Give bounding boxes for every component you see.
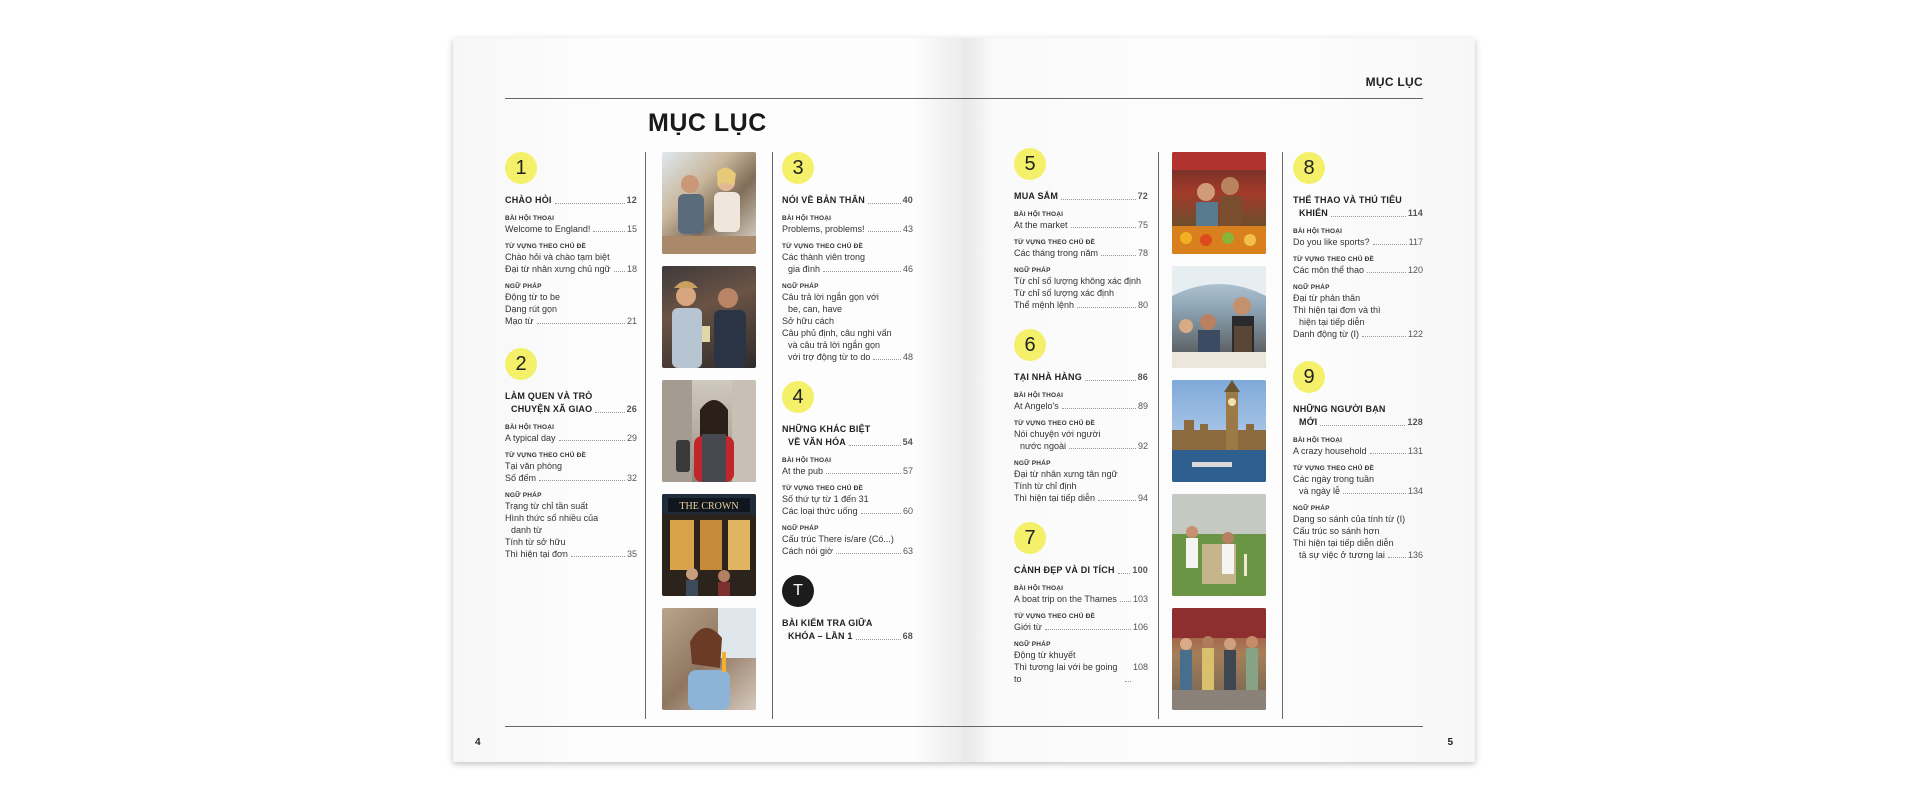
toc-unit-6 — [1014, 329, 1148, 504]
toc-entry-text: và ngày lễ — [1299, 486, 1341, 496]
page-ref: 134 — [1407, 486, 1423, 496]
photo-party-guests — [662, 266, 756, 368]
page-ref: 40 — [902, 195, 913, 205]
dot-leader — [595, 403, 624, 413]
page-ref: 54 — [902, 437, 913, 447]
toc-entry-text: Số thứ tự từ 1 đến 31 — [782, 494, 869, 504]
section-label: NGỮ PHÁP — [1014, 460, 1051, 467]
toc-entry-text: Tại văn phòng — [505, 461, 563, 471]
dot-leader — [873, 351, 901, 360]
dot-leader — [1077, 299, 1136, 308]
toc-entry-text: Số đếm — [505, 473, 537, 483]
toc-entry[interactable] — [1014, 649, 1148, 661]
toc-entry-text: At the pub — [782, 466, 824, 476]
toc-entry-text: Các ngày trong tuần — [1293, 474, 1375, 484]
unit-title-text: NHỮNG NGƯỜI BẠN — [1293, 404, 1386, 414]
toc-entry-text: Sở hữu cách — [782, 316, 834, 326]
page-ref: 15 — [626, 224, 637, 234]
toc-entry-text: Động từ khuyết — [1014, 650, 1076, 660]
unit-title-text: LÀM QUEN VÀ TRÒ — [505, 391, 593, 401]
dot-leader — [836, 545, 901, 554]
toc-entry-text: nước ngoài — [1020, 441, 1066, 451]
page-ref: 26 — [626, 404, 637, 414]
section-label: NGỮ PHÁP — [782, 283, 819, 290]
unit-title[interactable] — [782, 194, 913, 207]
toc-entry[interactable] — [1014, 621, 1148, 633]
toc-entry-text: Cách nói giờ — [782, 546, 833, 556]
toc-entry[interactable] — [505, 500, 637, 512]
toc-entry-text: Các tháng trong năm — [1014, 248, 1099, 258]
unit-title[interactable] — [1014, 190, 1148, 203]
toc-unit-7 — [1014, 522, 1148, 685]
toc-entry[interactable] — [1014, 468, 1148, 480]
toc-entry-text: Thì hiện tại tiếp diễn — [1014, 493, 1096, 503]
unit-number-badge: 6 — [1014, 329, 1046, 361]
section-label: BÀI HỘI THOẠI — [782, 215, 832, 222]
toc-entry-text: Câu trả lời ngắn gọn với — [782, 292, 879, 302]
toc-entry[interactable] — [1014, 428, 1148, 440]
dot-leader — [1367, 264, 1406, 273]
toc-entry-text: với trợ động từ to do — [788, 352, 871, 362]
dot-leader — [1388, 549, 1406, 558]
toc-unit-4 — [782, 381, 913, 557]
unit-title-text: TẠI NHÀ HÀNG — [1014, 372, 1082, 382]
test-badge: T — [782, 575, 814, 607]
page-ref: 21 — [626, 316, 637, 326]
toc-entry-text: Các loại thức uống — [782, 506, 858, 516]
section-label: NGỮ PHÁP — [1014, 641, 1051, 648]
toc-entry-text: Giới từ — [1014, 622, 1042, 632]
toc-entry[interactable] — [505, 472, 637, 484]
dot-leader — [861, 505, 901, 514]
toc-entry[interactable] — [1014, 287, 1148, 299]
page-ref: 46 — [902, 264, 913, 274]
page-ref: 63 — [902, 546, 913, 556]
section-label: BÀI HỘI THOẠI — [1293, 228, 1343, 235]
toc-entry-text: Trạng từ chỉ tần suất — [505, 501, 588, 511]
page-ref: 106 — [1132, 622, 1148, 632]
toc-entry-text: Thì tương lai với be going to — [1014, 662, 1118, 684]
toc-entry-text: Động từ to be — [505, 292, 561, 302]
section-label: NGỮ PHÁP — [505, 283, 542, 290]
toc-entry[interactable] — [782, 251, 913, 263]
page-number-left: 4 — [475, 737, 481, 748]
section-label: TỪ VỰNG THEO CHỦ ĐỀ — [1014, 239, 1096, 246]
page-ref: 12 — [626, 195, 637, 205]
unit-title-text: NHỮNG KHÁC BIỆT — [782, 424, 871, 434]
toc-entry-text: Thì hiện tại đơn — [505, 549, 568, 559]
unit-number-badge: 5 — [1014, 148, 1046, 180]
unit-number-badge: 2 — [505, 348, 537, 380]
toc-entry[interactable] — [1014, 247, 1148, 259]
open-book — [453, 38, 1475, 762]
unit-number-badge: 8 — [1293, 152, 1325, 184]
toc-column-units-1-2 — [505, 152, 637, 581]
unit-title-text: NÓI VỀ BẢN THÂN — [782, 195, 866, 205]
section-label: NGỮ PHÁP — [1293, 505, 1330, 512]
unit-title[interactable] — [1014, 564, 1148, 577]
toc-column-units-5-7 — [1014, 148, 1148, 703]
column-divider — [645, 152, 646, 719]
dot-leader — [1062, 400, 1136, 409]
toc-entry[interactable] — [1014, 275, 1148, 287]
pub-sign: THE CROWN — [679, 501, 739, 512]
section-label: BÀI HỘI THOẠI — [505, 424, 555, 431]
page-ref: 103 — [1132, 594, 1148, 604]
unit-title-text: CHUYỆN XÃ GIAO — [511, 404, 593, 414]
section-label: BÀI HỘI THOẠI — [1293, 437, 1343, 444]
toc-entry[interactable] — [782, 291, 913, 303]
unit-title[interactable] — [1293, 194, 1423, 207]
page-ref: 35 — [626, 549, 637, 559]
unit-title-text: MUA SẮM — [1014, 191, 1059, 201]
toc-entry-text: A typical day — [505, 433, 556, 443]
toc-entry[interactable] — [1014, 492, 1148, 504]
unit-title-text: BÀI KIỂM TRA GIỮA — [782, 618, 873, 628]
dot-leader — [868, 223, 901, 232]
toc-entry[interactable] — [782, 545, 913, 557]
toc-entry[interactable] — [505, 512, 637, 524]
unit-title[interactable] — [782, 423, 913, 436]
section-label: NGỮ PHÁP — [505, 492, 542, 499]
dot-leader — [868, 194, 901, 204]
page-ref: 48 — [902, 352, 913, 362]
page-ref: 78 — [1137, 248, 1148, 258]
toc-entry[interactable] — [1293, 445, 1423, 457]
page-ref: 43 — [902, 224, 913, 234]
toc-entry-text: và câu trả lời ngắn gọn — [788, 340, 880, 350]
toc-unit-9 — [1293, 361, 1423, 561]
page-ref: 100 — [1132, 565, 1148, 575]
page-ref: 131 — [1407, 446, 1423, 456]
dot-leader — [1061, 190, 1136, 200]
toc-unit-2 — [505, 348, 637, 560]
dot-leader — [593, 223, 625, 232]
toc-column-units-3-4-T — [782, 152, 913, 661]
bottom-rule — [505, 726, 964, 727]
page-ref: 94 — [1137, 493, 1148, 503]
dot-leader — [1098, 492, 1136, 501]
unit-title[interactable] — [1014, 371, 1148, 384]
page-ref: 57 — [902, 466, 913, 476]
toc-unit-5 — [1014, 148, 1148, 311]
toc-entry[interactable] — [1014, 480, 1148, 492]
toc-entry[interactable] — [1293, 328, 1423, 340]
unit-title[interactable] — [1293, 403, 1423, 416]
dot-leader — [1370, 445, 1406, 454]
toc-entry[interactable] — [782, 505, 913, 517]
dot-leader — [1373, 236, 1407, 245]
toc-entry-text: Cấu trúc There is/are (Có...) — [782, 534, 894, 544]
photo-friends-greeting — [662, 152, 756, 254]
dot-leader — [823, 263, 901, 272]
toc-entry-text: Tính từ chỉ định — [1014, 481, 1077, 491]
unit-title-text: CẢNH ĐẸP VÀ DI TÍCH — [1014, 565, 1115, 575]
photo-woman-phone — [662, 380, 756, 482]
toc-entry-text: Dạng rút gọn — [505, 304, 558, 314]
toc-entry[interactable] — [782, 303, 913, 315]
column-divider — [772, 152, 773, 719]
top-rule — [505, 98, 964, 99]
dot-leader — [1101, 247, 1136, 256]
top-rule — [964, 98, 1423, 99]
toc-entry[interactable] — [505, 263, 637, 275]
toc-entry-text: Đại từ nhân xưng tân ngữ — [1014, 469, 1118, 479]
toc-entry-text: Mạo từ — [505, 316, 534, 326]
toc-entry[interactable] — [782, 315, 913, 327]
toc-entry[interactable] — [1293, 473, 1423, 485]
toc-unit-3 — [782, 152, 913, 363]
section-label: TỪ VỰNG THEO CHỦ ĐỀ — [1014, 613, 1096, 620]
toc-entry[interactable] — [1293, 304, 1423, 316]
photo-woman-thinking — [662, 608, 756, 710]
page-ref: 60 — [902, 506, 913, 516]
page-ref: 108 — [1132, 662, 1148, 672]
dot-leader — [1069, 440, 1136, 449]
toc-entry[interactable] — [1293, 549, 1423, 561]
section-label: NGỮ PHÁP — [1293, 284, 1330, 291]
dot-leader — [1320, 416, 1405, 426]
toc-entry[interactable] — [505, 536, 637, 548]
dot-leader — [1085, 371, 1136, 381]
page-ref: 68 — [902, 631, 913, 641]
toc-entry[interactable] — [782, 465, 913, 477]
toc-entry-text: Từ chỉ số lượng xác định — [1014, 288, 1114, 298]
toc-entry[interactable] — [782, 327, 913, 339]
toc-entry[interactable] — [1293, 537, 1423, 549]
unit-title-text: KHÓA – LẦN 1 — [788, 631, 853, 641]
toc-entry-text: Nói chuyện với người — [1014, 429, 1101, 439]
section-label: TỪ VỰNG THEO CHỦ ĐỀ — [1293, 465, 1375, 472]
photo-pub-exterior — [662, 494, 756, 596]
toc-entry-text: Cấu trúc so sánh hơn — [1293, 526, 1380, 536]
toc-entry-text: At Angelo's — [1014, 401, 1059, 411]
unit-title-text: THỂ THAO VÀ THÚ TIÊU — [1293, 195, 1402, 205]
toc-entry[interactable] — [782, 351, 913, 363]
unit-number-badge: 3 — [782, 152, 814, 184]
toc-unit-1 — [505, 152, 637, 327]
dot-leader — [1045, 621, 1131, 630]
toc-entry-text: Đại từ nhân xưng chủ ngữ — [505, 264, 611, 274]
toc-entry[interactable] — [1293, 525, 1423, 537]
page-ref: 122 — [1407, 329, 1423, 339]
toc-entry-text: A crazy household — [1293, 446, 1367, 456]
page-ref: 117 — [1408, 237, 1423, 247]
toc-entry-text: hiện tại tiếp diễn — [1299, 317, 1365, 327]
toc-entry[interactable] — [782, 339, 913, 351]
toc-entry[interactable] — [1293, 264, 1423, 276]
unit-title[interactable] — [1293, 416, 1423, 429]
toc-entry-text: Problems, problems! — [782, 224, 865, 234]
dot-leader — [826, 465, 901, 474]
toc-entry[interactable] — [1014, 219, 1148, 231]
section-label: NGỮ PHÁP — [1014, 267, 1051, 274]
section-label: TỪ VỰNG THEO CHỦ ĐỀ — [505, 243, 587, 250]
page-number-right: 5 — [1447, 737, 1453, 748]
unit-title[interactable] — [505, 390, 637, 403]
toc-entry[interactable] — [1014, 299, 1148, 311]
section-label: BÀI HỘI THOẠI — [1014, 211, 1064, 218]
section-label: TỪ VỰNG THEO CHỦ ĐỀ — [1014, 420, 1096, 427]
toc-entry-text: Thì hiện tại tiếp diễn diễn — [1293, 538, 1394, 548]
toc-entry-text: danh từ — [511, 525, 543, 535]
toc-entry-text: gia đình — [788, 264, 821, 274]
toc-entry[interactable] — [1293, 316, 1423, 328]
unit-number-badge: 7 — [1014, 522, 1046, 554]
section-label: BÀI HỘI THOẠI — [782, 457, 832, 464]
unit-title[interactable] — [782, 630, 913, 643]
dot-leader — [1125, 661, 1131, 682]
page-ref: 136 — [1407, 550, 1423, 560]
unit-number-badge: 9 — [1293, 361, 1325, 393]
toc-entry[interactable] — [782, 263, 913, 275]
photo-big-ben — [1172, 380, 1266, 482]
dot-leader — [1331, 207, 1406, 217]
bottom-rule — [964, 726, 1423, 727]
toc-entry[interactable] — [505, 291, 637, 303]
section-label: BÀI HỘI THOẠI — [505, 215, 555, 222]
page-ref: 75 — [1137, 220, 1148, 230]
photo-friends-walking — [1172, 608, 1266, 710]
toc-entry[interactable] — [1014, 400, 1148, 412]
page-ref: 32 — [626, 473, 637, 483]
page-ref: 29 — [626, 433, 637, 443]
column-divider — [1158, 152, 1159, 719]
page-ref: 114 — [1407, 208, 1423, 218]
dot-leader — [614, 263, 625, 272]
unit-title[interactable] — [782, 436, 913, 449]
unit-title-text: KHIỂN — [1299, 208, 1329, 218]
toc-entry-text: Thì hiện tại đơn và thì — [1293, 305, 1381, 315]
column-divider — [1282, 152, 1283, 719]
toc-entry-text: Thể mệnh lệnh — [1014, 300, 1075, 310]
page-ref: 92 — [1137, 441, 1148, 451]
unit-number-badge: 1 — [505, 152, 537, 184]
page-title: MỤC LỤC — [648, 109, 767, 137]
toc-entry-text: Tính từ sở hữu — [505, 537, 566, 547]
dot-leader — [1362, 328, 1406, 337]
unit-title-text: CHÀO HỎI — [505, 195, 552, 205]
dot-leader — [559, 432, 625, 441]
toc-entry-text: At the market — [1014, 220, 1068, 230]
toc-entry-text: A boat trip on the Thames — [1014, 594, 1117, 604]
toc-entry[interactable] — [505, 251, 637, 263]
toc-entry[interactable] — [505, 223, 637, 235]
unit-title[interactable] — [505, 403, 637, 416]
toc-entry-text: Đại từ phản thân — [1293, 293, 1361, 303]
toc-entry-text: Câu phủ định, câu nghi vấn — [782, 328, 892, 338]
running-head: MỤC LỤC — [1365, 75, 1423, 89]
dot-leader — [571, 548, 625, 557]
page-ref: 18 — [626, 264, 637, 274]
page-ref: 128 — [1407, 417, 1423, 427]
right-page — [964, 38, 1475, 762]
page-ref: 72 — [1137, 191, 1148, 201]
toc-entry[interactable] — [1014, 661, 1148, 685]
section-label: TỪ VỰNG THEO CHỦ ĐỀ — [1293, 256, 1375, 263]
photo-cricket — [1172, 494, 1266, 596]
toc-entry[interactable] — [505, 432, 637, 444]
dot-leader — [539, 472, 625, 481]
unit-number-badge: 4 — [782, 381, 814, 413]
toc-entry-text: Các thành viên trong — [782, 252, 866, 262]
toc-entry[interactable] — [1293, 292, 1423, 304]
toc-entry[interactable] — [1014, 440, 1148, 452]
page-ref: 89 — [1137, 401, 1148, 411]
toc-entry-text: Danh động từ (I) — [1293, 329, 1360, 339]
section-label: TỪ VỰNG THEO CHỦ ĐỀ — [782, 243, 864, 250]
photo-restaurant — [1172, 266, 1266, 368]
dot-leader — [1118, 564, 1131, 574]
toc-entry-text: Hình thức số nhiều của — [505, 513, 599, 523]
dot-leader — [1343, 485, 1406, 494]
toc-entry[interactable] — [782, 223, 913, 235]
toc-entry[interactable] — [505, 524, 637, 536]
unit-title-text: MỚI — [1299, 417, 1318, 427]
left-page — [453, 38, 964, 762]
toc-entry[interactable] — [505, 460, 637, 472]
dot-leader — [849, 436, 901, 446]
toc-entry[interactable] — [782, 493, 913, 505]
dot-leader — [856, 630, 901, 640]
toc-entry[interactable] — [1293, 236, 1423, 248]
unit-title[interactable] — [505, 194, 637, 207]
toc-entry-text: Từ chỉ số lượng không xác định — [1014, 276, 1142, 286]
toc-entry[interactable] — [782, 533, 913, 545]
toc-entry[interactable] — [505, 315, 637, 327]
unit-title[interactable] — [782, 617, 913, 630]
toc-entry-text: Chào hỏi và chào tạm biệt — [505, 252, 610, 262]
toc-entry[interactable] — [1293, 513, 1423, 525]
page-ref: 80 — [1137, 300, 1148, 310]
page-ref: 120 — [1407, 265, 1423, 275]
section-label: BÀI HỘI THOẠI — [1014, 585, 1064, 592]
toc-entry-text: tả sự việc ở tương lai — [1299, 550, 1385, 560]
toc-entry-text: be, can, have — [788, 304, 843, 314]
toc-entry-text: Dạng so sánh của tính từ (I) — [1293, 514, 1406, 524]
toc-entry-text: Các môn thể thao — [1293, 265, 1365, 275]
toc-entry[interactable] — [505, 548, 637, 560]
toc-entry[interactable] — [1014, 593, 1148, 605]
page-ref: 86 — [1137, 372, 1148, 382]
toc-entry[interactable] — [1293, 485, 1423, 497]
toc-unit-8 — [1293, 152, 1423, 340]
section-label: BÀI HỘI THOẠI — [1014, 392, 1064, 399]
section-label: TỪ VỰNG THEO CHỦ ĐỀ — [505, 452, 587, 459]
dot-leader — [555, 194, 625, 204]
unit-title[interactable] — [1293, 207, 1423, 220]
dot-leader — [537, 315, 625, 324]
photo-market-stall — [1172, 152, 1266, 254]
section-label: NGỮ PHÁP — [782, 525, 819, 532]
unit-title-text: VỀ VĂN HÓA — [788, 437, 847, 447]
toc-column-units-8-9 — [1293, 152, 1423, 582]
toc-entry[interactable] — [505, 303, 637, 315]
toc-entry-text: Do you like sports? — [1293, 237, 1370, 247]
dot-leader — [1071, 219, 1136, 228]
section-label: TỪ VỰNG THEO CHỦ ĐỀ — [782, 485, 864, 492]
toc-entry-text: Welcome to England! — [505, 224, 591, 234]
dot-leader — [1120, 593, 1131, 602]
toc-unit-T — [782, 575, 913, 643]
